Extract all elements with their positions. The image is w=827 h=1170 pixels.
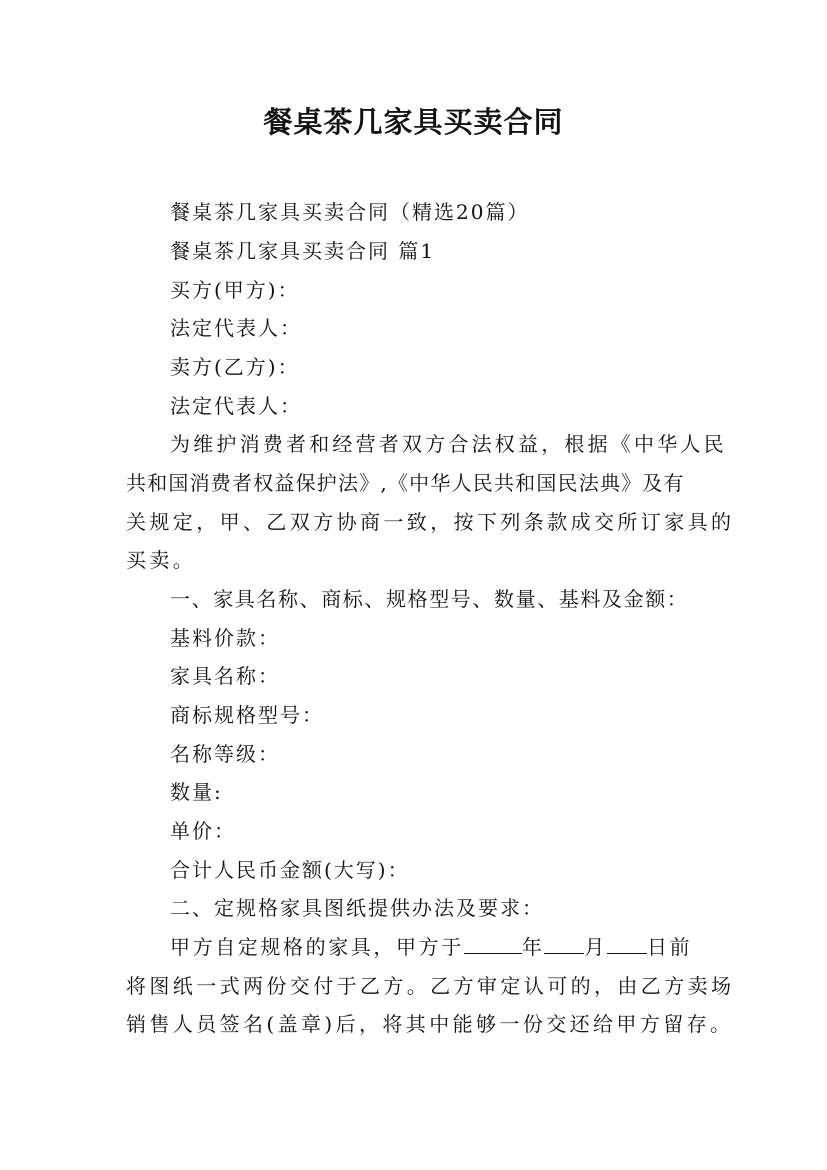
intro-paragraph-line-2: 共和国消费者权益保护法》,《中华人民共和国民法典》及有 bbox=[126, 471, 685, 495]
seller-representative-line: 法定代表人： bbox=[170, 394, 302, 418]
custom-spec-text: 甲方自定规格的家具，甲方于 bbox=[170, 935, 464, 959]
quantity-line: 数量: bbox=[170, 780, 223, 804]
month-label: 月 bbox=[584, 935, 608, 959]
section-2-heading: 二、定规格家具图纸提供办法及要求： bbox=[170, 896, 544, 920]
date-blank-day bbox=[607, 935, 647, 954]
total-rmb-line: 合计人民币金额(大写)： bbox=[170, 858, 410, 882]
intro-paragraph-line-1: 为维护消费者和经营者双方合法权益，根据《中华人民 bbox=[170, 432, 727, 456]
date-blank-year bbox=[464, 935, 522, 954]
document-title: 餐桌茶几家具买卖合同 bbox=[263, 105, 564, 139]
section-1-heading: 一、家具名称、商标、规格型号、数量、基料及金额： bbox=[170, 587, 689, 611]
seller-line: 卖方(乙方)： bbox=[170, 355, 300, 379]
grade-line: 名称等级： bbox=[170, 742, 280, 766]
custom-spec-line-2: 将图纸一式两份交付于乙方。乙方审定认可的，由乙方卖场 bbox=[126, 974, 735, 998]
custom-spec-line-3: 销售人员签名(盖章)后，将其中能够一份交还给甲方留存。 bbox=[126, 1012, 734, 1036]
chapter-heading: 餐桌茶几家具买卖合同 篇1 bbox=[170, 239, 436, 263]
day-label: 日前 bbox=[647, 935, 693, 959]
unit-price-line: 单价： bbox=[170, 819, 236, 843]
custom-spec-line-1 bbox=[170, 933, 692, 961]
buyer-representative-line: 法定代表人： bbox=[170, 316, 302, 340]
brand-model-line: 商标规格型号： bbox=[170, 703, 324, 727]
base-price-line: 基料价款： bbox=[170, 626, 280, 650]
date-blank-month bbox=[544, 935, 584, 954]
intro-paragraph-line-3: 关规定，甲、乙双方协商一致，按下列条款成交所订家具的 bbox=[126, 510, 735, 534]
year-label: 年 bbox=[521, 935, 545, 959]
furniture-name-line: 家具名称： bbox=[170, 664, 280, 688]
subtitle-line: 餐桌茶几家具买卖合同（精选20篇） bbox=[170, 200, 530, 224]
intro-paragraph-line-4: 买卖。 bbox=[126, 548, 197, 572]
buyer-line: 买方(甲方)： bbox=[170, 278, 300, 302]
